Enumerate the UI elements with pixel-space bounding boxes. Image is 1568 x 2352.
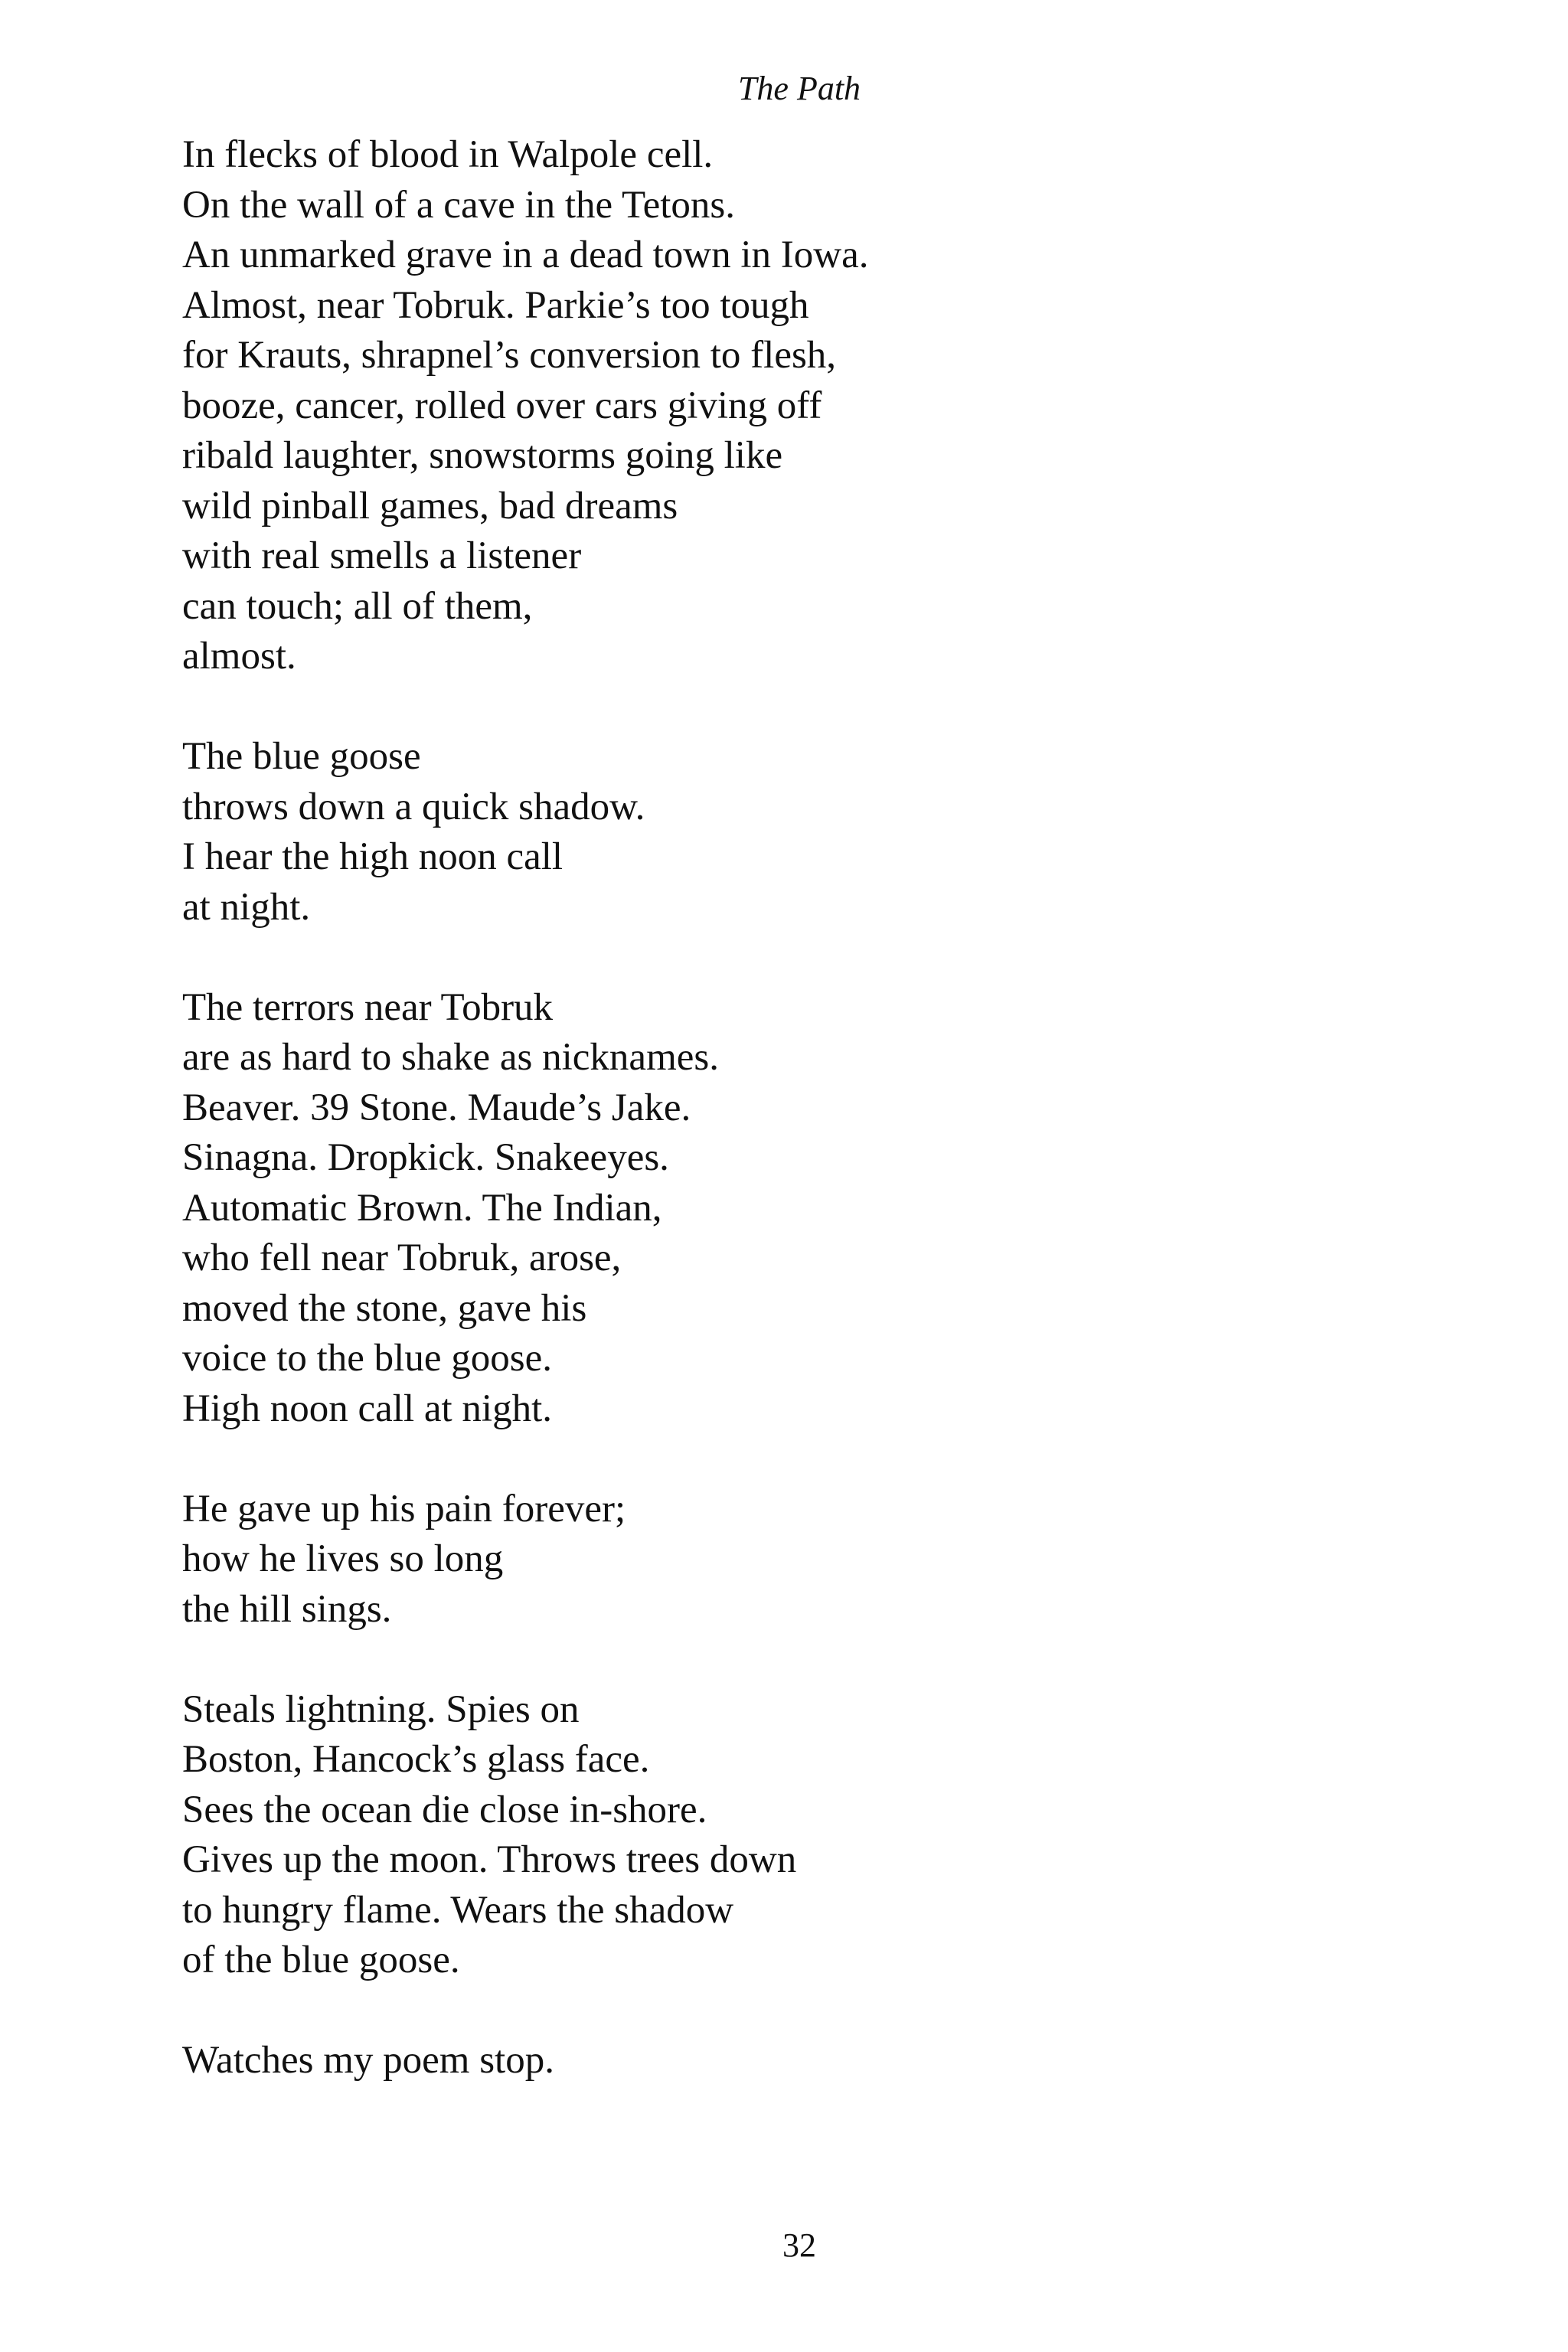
poem-line: are as hard to shake as nicknames.	[182, 1036, 719, 1079]
poem-line: Almost, near Tobruk. Parkie’s too tough	[182, 283, 809, 327]
stanza	[182, 732, 1484, 933]
poem-line: almost.	[182, 635, 296, 678]
poem-line: Boston, Hancock’s glass face.	[182, 1738, 650, 1781]
poem-line: voice to the blue goose.	[182, 1337, 552, 1380]
poem-line: with real smells a listener	[182, 534, 582, 577]
poem-line: Steals lightning. Spies on	[182, 1687, 580, 1731]
poem-line: In flecks of blood in Walpole cell.	[182, 133, 714, 176]
poem-line: at night.	[182, 885, 311, 929]
page-number: 32	[782, 2226, 816, 2264]
poem-line: the hill sings.	[182, 1587, 392, 1631]
stanza	[182, 1485, 1484, 1635]
poem-line: moved the stone, gave his	[182, 1286, 587, 1330]
stanza	[182, 2036, 1484, 2086]
poem-line: throws down a quick shadow.	[182, 785, 645, 828]
poem-line: The terrors near Tobruk	[182, 985, 554, 1029]
poem-line: Sees the ocean die close in-shore.	[182, 1788, 707, 1831]
poem-body	[182, 130, 1484, 2136]
poem-line: I hear the high noon call	[182, 835, 564, 878]
poem-line: High noon call at night.	[182, 1387, 553, 1430]
poem-line: booze, cancer, rolled over cars giving off	[182, 384, 822, 427]
poem-line: wild pinball games, bad dreams	[182, 484, 678, 528]
poem-line: He gave up his pain forever;	[182, 1487, 626, 1530]
poem-line: can touch; all of them,	[182, 584, 533, 628]
poem-line: of the blue goose.	[182, 1939, 460, 1981]
poem-line: Sinagna. Dropkick. Snakeeyes.	[182, 1136, 669, 1179]
poem-line: An unmarked grave in a dead town in Iowa.	[182, 234, 869, 276]
poem-line: On the wall of a cave in the Tetons.	[182, 183, 736, 227]
poem-line: Gives up the moon. Throws trees down	[182, 1838, 797, 1881]
poem-line: who fell near Tobruk, arose,	[182, 1236, 622, 1279]
poem-line: how he lives so long	[182, 1537, 504, 1580]
poem-line: ribald laughter, snowstorms going like	[182, 434, 783, 477]
running-header: The Path	[737, 70, 861, 107]
poem-line: Beaver. 39 Stone. Maude’s Jake.	[182, 1086, 691, 1129]
poem-line: Automatic Brown. The Indian,	[182, 1186, 662, 1230]
stanza	[182, 983, 1484, 1435]
poem-line: for Krauts, shrapnel’s conversion to flesh,	[182, 334, 837, 377]
poem-line: Watches my poem stop.	[182, 2039, 554, 2082]
stanza	[182, 130, 1484, 682]
stanza	[182, 1685, 1484, 1986]
poem-line: to hungry flame. Wears the shadow	[182, 1888, 734, 1932]
poem-line: The blue goose	[182, 735, 421, 778]
